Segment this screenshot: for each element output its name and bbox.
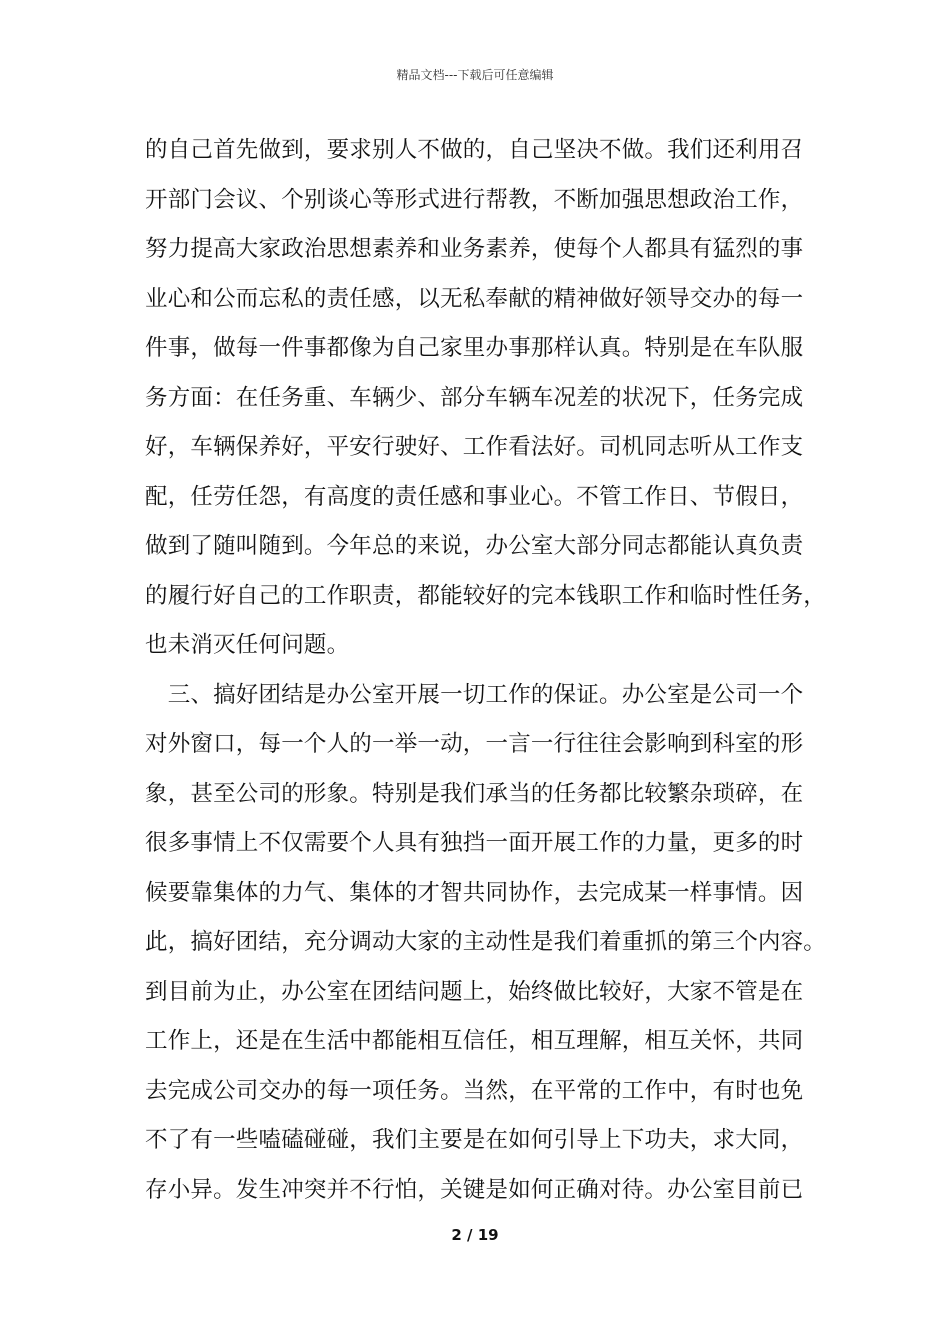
text-line: 努力提高大家政治思想素养和业务素养，使每个人都具有猛烈的事 [145, 236, 804, 262]
page-number: 2 / 19 [451, 1226, 499, 1244]
text-line: 候要靠集体的力气、集体的才智共同协作，去完成某一样事情。因 [145, 879, 804, 906]
page-header: 精品文档---下载后可任意编辑 [396, 68, 554, 82]
text-line: 好，车辆保养好，平安行驶好、工作看法好。司机同志听从工作支 [145, 434, 804, 460]
text-line: 很多事情上不仅需要个人具有独挡一面开展工作的力量，更多的时 [145, 830, 804, 856]
text-line: 件事，做每一件事都像为自己家里办事那样认真。特别是在车队服 [145, 335, 804, 361]
text-line: 业心和公而忘私的责任感，以无私奉献的精神做好领导交办的每一 [145, 285, 804, 312]
text-line: 去完成公司交办的每一项任务。当然，在平常的工作中，有时也免 [145, 1077, 804, 1104]
text-line: 对外窗口，每一个人的一举一动，一言一行往往会影响到科室的形 [145, 731, 804, 757]
text-line: 的自己首先做到，要求别人不做的，自己坚决不做。我们还利用召 [145, 137, 804, 163]
text-line: 做到了随叫随到。今年总的来说，办公室大部分同志都能认真负责 [145, 533, 804, 559]
document-body [145, 126, 825, 1215]
text-line: 此，搞好团结，充分调动大家的主动性是我们着重抓的第三个内容。 [145, 929, 827, 955]
text-line: 开部门会议、个别谈心等形式进行帮教，不断加强思想政治工作， [145, 186, 804, 213]
text-line: 配，任劳任怨，有高度的责任感和事业心。不管工作日、节假日， [145, 483, 804, 510]
text-line: 的履行好自己的工作职责，都能较好的完本钱职工作和临时性任务， [145, 582, 827, 609]
text-line: 也未消灭任何问题。 [145, 632, 350, 658]
text-line: 工作上，还是在生活中都能相互信任，相互理解，相互关怀，共同 [145, 1028, 804, 1054]
text-line: 务方面：在任务重、车辆少、部分车辆车况差的状况下，任务完成 [145, 384, 804, 411]
text-line: 存小异。发生冲突并不行怕，关键是如何正确对待。办公室目前已 [145, 1176, 804, 1203]
text-line: 到目前为止，办公室在团结问题上，始终做比较好，大家不管是在 [145, 978, 804, 1005]
text-line: 象，甚至公司的形象。特别是我们承当的任务都比较繁杂琐碎，在 [145, 780, 804, 807]
text-line: 三、搞好团结是办公室开展一切工作的保证。办公室是公司一个 [145, 681, 804, 708]
text-line: 不了有一些嗑磕碰碰，我们主要是在如何引导上下功夫，求大同， [145, 1127, 804, 1153]
